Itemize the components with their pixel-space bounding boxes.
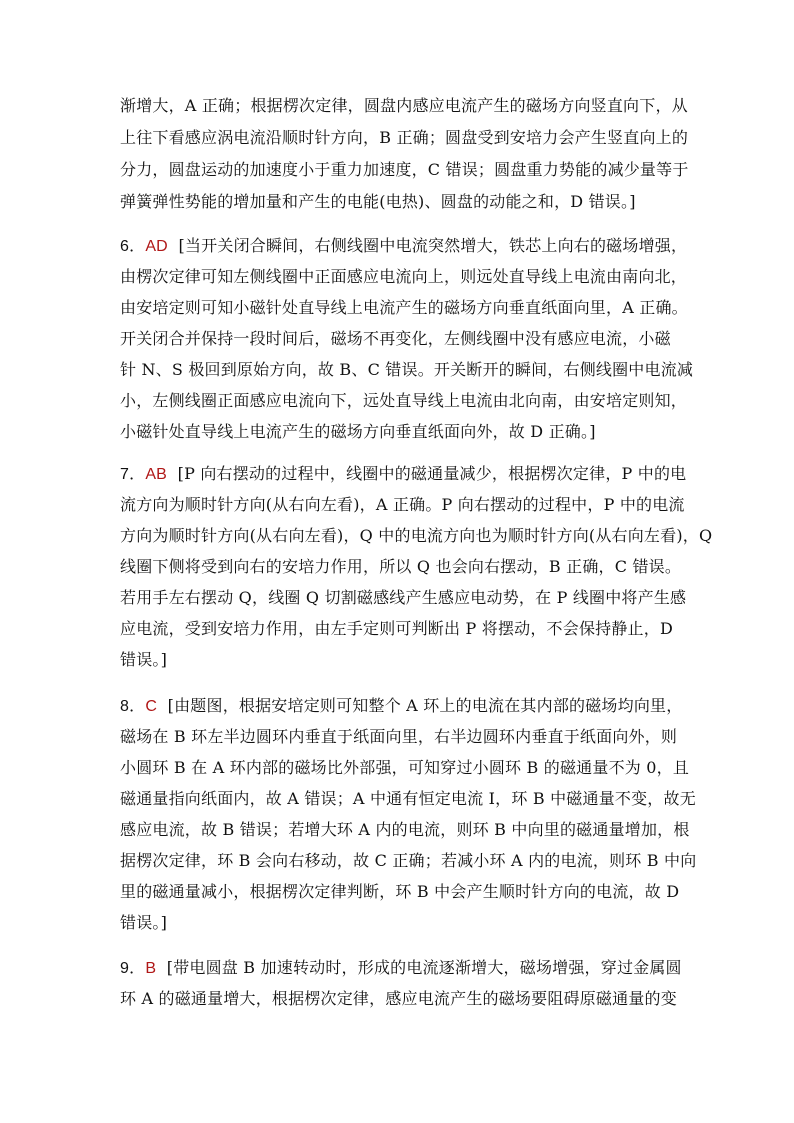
text-line: 方向为顺时针方向(从右向左看)，Q 中的电流方向也为顺时针方向(从右向左看)，Q — [120, 526, 713, 545]
answer-key: C — [145, 698, 158, 715]
question-number: 6． — [120, 238, 146, 255]
answer-key: AB — [145, 466, 168, 483]
text-line: 磁场在 B 环左半边圆环内垂直于纸面向里，右半边圆环内垂直于纸面向外，则 — [120, 727, 678, 746]
text-line: 开关闭合并保持一段时间后，磁场不再变化，左侧线圈中没有感应电流，小磁 — [120, 329, 671, 348]
text-line: 感应电流，故 B 错误；若增大环 A 内的电流，则环 B 中向里的磁通量增加，根 — [120, 820, 690, 839]
text-line: 应电流，受到安培力作用，由左手定则可判断出 P 将摆动，不会保持静止，D — [120, 619, 673, 638]
question-number: 7． — [120, 466, 146, 483]
text-line: 上往下看感应涡电流沿顺时针方向，B 正确；圆盘受到安培力会产生竖直向上的 — [120, 128, 689, 147]
text-line: 环 A 的磁通量增大，根据楞次定律，感应电流产生的磁场要阻碍原磁通量的变 — [120, 989, 677, 1008]
text-line: 里的磁通量减小，根据楞次定律判断，环 B 中会产生顺时针方向的电流，故 D — [120, 882, 680, 901]
text-line-first — [120, 958, 682, 978]
text-line: 由安培定则可知小磁针处直导线上电流产生的磁场方向垂直纸面向里，A 正确。 — [120, 298, 688, 317]
text-line: 针 N、S 极回到原始方向，故 B、C 错误。开关断开的瞬间，右侧线圈中电流减 — [120, 360, 694, 379]
text-line: 错误。] — [120, 913, 168, 932]
answer-key: AD — [145, 238, 168, 255]
text-line: 据楞次定律，环 B 会向右移动，故 C 正确；若减小环 A 内的电流，则环 B 中向 — [120, 851, 697, 870]
answer-key: B — [145, 960, 157, 977]
explanation-text: [P 向右摆动的过程中，线圈中的磁通量减少，根据楞次定律，P 中的电 — [177, 464, 687, 483]
text-line: 小，左侧线圈正面感应电流向下，远处直导线上电流由北向南，由安培定则知， — [120, 391, 688, 410]
question-number: 9． — [120, 960, 146, 977]
text-line-first — [120, 464, 686, 484]
text-line: 若用手左右摆动 Q，线圈 Q 切割磁感线产生感应电动势，在 P 线圈中将产生感 — [120, 588, 687, 607]
text-line: 小磁针处直导线上电流产生的磁场方向垂直纸面向外，故 D 正确。] — [120, 422, 596, 441]
text-line: 弹簧弹性势能的增加量和产生的电能(电热)、圆盘的动能之和，D 错误。] — [120, 192, 636, 211]
text-line: 渐增大，A 正确；根据楞次定律，圆盘内感应电流产生的磁场方向竖直向下，从 — [120, 96, 688, 115]
text-line: 分力，圆盘运动的加速度小于重力加速度，C 错误；圆盘重力势能的减少量等于 — [120, 160, 689, 179]
text-line: 磁通量指向纸面内，故 A 错误；A 中通有恒定电流 I，环 B 中磁通量不变，故无 — [120, 789, 696, 808]
text-line-first — [120, 696, 682, 716]
text-line: 错误。] — [120, 650, 168, 669]
text-line: 由楞次定律可知左侧线圈中正面感应电流向上，则远处直导线上电流由南向北， — [120, 267, 688, 286]
explanation-text: [由题图，根据安培定则可知整个 A 环上的电流在其内部的磁场均向里， — [167, 696, 683, 715]
explanation-text: [当开关闭合瞬间，右侧线圈中电流突然增大，铁芯上向右的磁场增强， — [178, 236, 688, 255]
question-number: 8． — [120, 698, 146, 715]
explanation-text: [带电圆盘 B 加速转动时，形成的电流逐渐增大，磁场增强，穿过金属圆 — [166, 958, 682, 977]
text-line: 流方向为顺时针方向(从右向左看)，A 正确。P 向右摆动的过程中，P 中的电流 — [120, 495, 685, 514]
text-line: 小圆环 B 在 A 环内部的磁场比外部强，可知穿过小圆环 B 的磁通量不为 0，且 — [120, 758, 690, 777]
text-line: 线圈下侧将受到向右的安培力作用，所以 Q 也会向右摆动，B 正确，C 错误。 — [120, 557, 682, 576]
text-line-first — [120, 236, 687, 256]
